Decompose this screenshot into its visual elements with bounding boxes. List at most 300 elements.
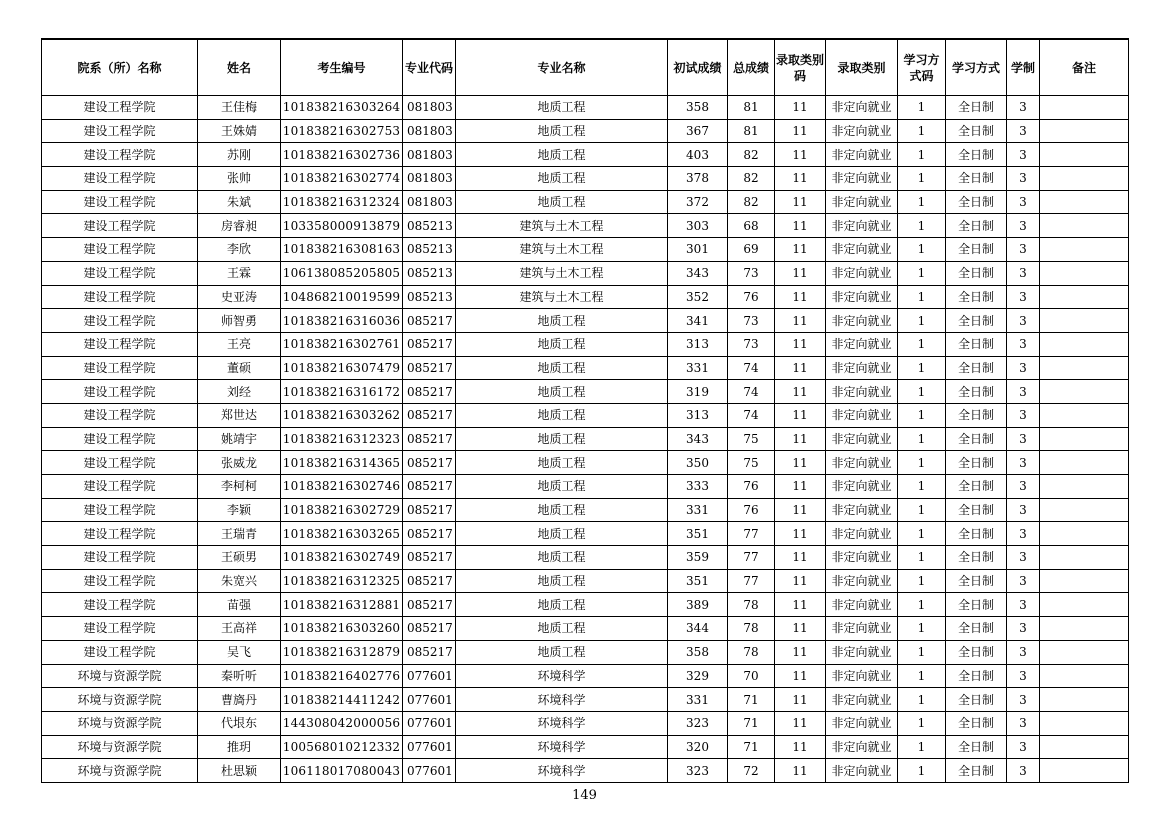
- prelim-score-cell: 351: [668, 569, 728, 593]
- table-row: [42, 403, 1129, 427]
- name-cell: 苗强: [198, 593, 281, 617]
- major-name-cell: 地质工程: [456, 569, 668, 593]
- remark-cell: [1040, 617, 1129, 641]
- table-row: [42, 522, 1129, 546]
- prelim-score-cell: 372: [668, 190, 728, 214]
- study-code-cell: 1: [898, 214, 946, 238]
- remark-cell: [1040, 735, 1129, 759]
- study-code-cell: 1: [898, 640, 946, 664]
- admission-code-cell: 11: [775, 119, 826, 143]
- years-cell: 3: [1007, 640, 1040, 664]
- remark-cell: [1040, 664, 1129, 688]
- study-code-cell: 1: [898, 546, 946, 570]
- college-cell: 建设工程学院: [42, 403, 198, 427]
- total-score-cell: 76: [728, 285, 775, 309]
- college-cell: 环境与资源学院: [42, 664, 198, 688]
- admission-type-cell: 非定向就业: [826, 711, 898, 735]
- prelim-score-cell: 350: [668, 451, 728, 475]
- study-code-cell: 1: [898, 569, 946, 593]
- major-code-cell: 085213: [403, 214, 456, 238]
- college-cell: 建设工程学院: [42, 451, 198, 475]
- admission-type-cell: 非定向就业: [826, 735, 898, 759]
- study-code-cell: 1: [898, 664, 946, 688]
- study-code-cell: 1: [898, 143, 946, 167]
- total-score-cell: 82: [728, 143, 775, 167]
- total-score-cell: 78: [728, 617, 775, 641]
- admission-code-cell: 11: [775, 546, 826, 570]
- name-cell: 刘经: [198, 380, 281, 404]
- study-code-cell: 1: [898, 119, 946, 143]
- total-score-cell: 73: [728, 309, 775, 333]
- admission-code-cell: 11: [775, 498, 826, 522]
- exam-id-cell: 101838216302749: [281, 546, 403, 570]
- header-admission-type: 录取类别: [826, 39, 898, 96]
- name-cell: 师智勇: [198, 309, 281, 333]
- admission-code-cell: 11: [775, 403, 826, 427]
- years-cell: 3: [1007, 664, 1040, 688]
- exam-id-cell: 101838216308163: [281, 238, 403, 262]
- years-cell: 3: [1007, 214, 1040, 238]
- major-code-cell: 085213: [403, 261, 456, 285]
- major-code-cell: 081803: [403, 119, 456, 143]
- exam-id-cell: 101838216303264: [281, 96, 403, 120]
- exam-id-cell: 101838216302736: [281, 143, 403, 167]
- study-mode-cell: 全日制: [946, 332, 1007, 356]
- study-mode-cell: 全日制: [946, 427, 1007, 451]
- total-score-cell: 77: [728, 569, 775, 593]
- study-code-cell: 1: [898, 167, 946, 191]
- college-cell: 建设工程学院: [42, 569, 198, 593]
- major-code-cell: 085217: [403, 332, 456, 356]
- major-code-cell: 085217: [403, 593, 456, 617]
- prelim-score-cell: 313: [668, 332, 728, 356]
- exam-id-cell: 101838216312323: [281, 427, 403, 451]
- remark-cell: [1040, 96, 1129, 120]
- exam-id-cell: 101838216312879: [281, 640, 403, 664]
- header-name: 姓名: [198, 39, 281, 96]
- table-row: [42, 96, 1129, 120]
- study-mode-cell: 全日制: [946, 475, 1007, 499]
- major-name-cell: 环境科学: [456, 759, 668, 783]
- prelim-score-cell: 301: [668, 238, 728, 262]
- college-cell: 建设工程学院: [42, 214, 198, 238]
- college-cell: 建设工程学院: [42, 593, 198, 617]
- header-study-code: 学习方式码: [898, 39, 946, 96]
- study-mode-cell: 全日制: [946, 617, 1007, 641]
- name-cell: 王佳梅: [198, 96, 281, 120]
- study-code-cell: 1: [898, 238, 946, 262]
- table-row: [42, 167, 1129, 191]
- remark-cell: [1040, 190, 1129, 214]
- prelim-score-cell: 352: [668, 285, 728, 309]
- prelim-score-cell: 389: [668, 593, 728, 617]
- major-code-cell: 077601: [403, 664, 456, 688]
- remark-cell: [1040, 238, 1129, 262]
- years-cell: 3: [1007, 451, 1040, 475]
- remark-cell: [1040, 285, 1129, 309]
- table-row: [42, 285, 1129, 309]
- years-cell: 3: [1007, 119, 1040, 143]
- study-mode-cell: 全日制: [946, 711, 1007, 735]
- major-code-cell: 085213: [403, 285, 456, 309]
- exam-id-cell: 101838216316036: [281, 309, 403, 333]
- table-row: [42, 309, 1129, 333]
- college-cell: 建设工程学院: [42, 475, 198, 499]
- remark-cell: [1040, 261, 1129, 285]
- prelim-score-cell: 344: [668, 617, 728, 641]
- total-score-cell: 74: [728, 356, 775, 380]
- major-name-cell: 建筑与土木工程: [456, 261, 668, 285]
- total-score-cell: 82: [728, 190, 775, 214]
- admission-code-cell: 11: [775, 309, 826, 333]
- admission-code-cell: 11: [775, 285, 826, 309]
- remark-cell: [1040, 498, 1129, 522]
- name-cell: 姚靖宇: [198, 427, 281, 451]
- table-row: [42, 640, 1129, 664]
- total-score-cell: 74: [728, 380, 775, 404]
- admission-code-cell: 11: [775, 143, 826, 167]
- admission-type-cell: 非定向就业: [826, 759, 898, 783]
- table-row: [42, 759, 1129, 783]
- total-score-cell: 77: [728, 522, 775, 546]
- study-code-cell: 1: [898, 332, 946, 356]
- major-name-cell: 环境科学: [456, 664, 668, 688]
- major-name-cell: 地质工程: [456, 119, 668, 143]
- years-cell: 3: [1007, 569, 1040, 593]
- exam-id-cell: 101838216302729: [281, 498, 403, 522]
- study-mode-cell: 全日制: [946, 546, 1007, 570]
- major-name-cell: 地质工程: [456, 167, 668, 191]
- admission-code-cell: 11: [775, 640, 826, 664]
- study-mode-cell: 全日制: [946, 356, 1007, 380]
- study-mode-cell: 全日制: [946, 640, 1007, 664]
- exam-id-cell: 101838216303260: [281, 617, 403, 641]
- major-code-cell: 085217: [403, 640, 456, 664]
- exam-id-cell: 144308042000056: [281, 711, 403, 735]
- study-code-cell: 1: [898, 498, 946, 522]
- study-mode-cell: 全日制: [946, 190, 1007, 214]
- table-row: [42, 238, 1129, 262]
- college-cell: 建设工程学院: [42, 261, 198, 285]
- prelim-score-cell: 341: [668, 309, 728, 333]
- study-code-cell: 1: [898, 190, 946, 214]
- major-code-cell: 085217: [403, 522, 456, 546]
- years-cell: 3: [1007, 309, 1040, 333]
- study-code-cell: 1: [898, 261, 946, 285]
- prelim-score-cell: 358: [668, 640, 728, 664]
- years-cell: 3: [1007, 380, 1040, 404]
- name-cell: 朱宽兴: [198, 569, 281, 593]
- name-cell: 苏刚: [198, 143, 281, 167]
- admission-type-cell: 非定向就业: [826, 190, 898, 214]
- college-cell: 建设工程学院: [42, 380, 198, 404]
- name-cell: 秦听听: [198, 664, 281, 688]
- major-code-cell: 085217: [403, 451, 456, 475]
- college-cell: 建设工程学院: [42, 332, 198, 356]
- admission-type-cell: 非定向就业: [826, 167, 898, 191]
- major-name-cell: 地质工程: [456, 332, 668, 356]
- years-cell: 3: [1007, 617, 1040, 641]
- name-cell: 房睿昶: [198, 214, 281, 238]
- study-mode-cell: 全日制: [946, 380, 1007, 404]
- years-cell: 3: [1007, 498, 1040, 522]
- prelim-score-cell: 367: [668, 119, 728, 143]
- admission-code-cell: 11: [775, 238, 826, 262]
- exam-id-cell: 101838216307479: [281, 356, 403, 380]
- major-code-cell: 081803: [403, 96, 456, 120]
- college-cell: 建设工程学院: [42, 427, 198, 451]
- total-score-cell: 75: [728, 451, 775, 475]
- table-row: [42, 356, 1129, 380]
- admission-type-cell: 非定向就业: [826, 214, 898, 238]
- exam-id-cell: 101838216312881: [281, 593, 403, 617]
- admission-code-cell: 11: [775, 522, 826, 546]
- major-name-cell: 环境科学: [456, 688, 668, 712]
- table-row: [42, 475, 1129, 499]
- prelim-score-cell: 303: [668, 214, 728, 238]
- remark-cell: [1040, 309, 1129, 333]
- admission-type-cell: 非定向就业: [826, 261, 898, 285]
- college-cell: 环境与资源学院: [42, 759, 198, 783]
- remark-cell: [1040, 143, 1129, 167]
- name-cell: 代垠东: [198, 711, 281, 735]
- admission-type-cell: 非定向就业: [826, 664, 898, 688]
- admission-type-cell: 非定向就业: [826, 475, 898, 499]
- remark-cell: [1040, 332, 1129, 356]
- major-code-cell: 085217: [403, 475, 456, 499]
- admission-code-cell: 11: [775, 214, 826, 238]
- major-code-cell: 081803: [403, 167, 456, 191]
- name-cell: 张帅: [198, 167, 281, 191]
- table-row: [42, 451, 1129, 475]
- major-name-cell: 建筑与土木工程: [456, 285, 668, 309]
- study-mode-cell: 全日制: [946, 119, 1007, 143]
- study-code-cell: 1: [898, 593, 946, 617]
- table-row: [42, 380, 1129, 404]
- total-score-cell: 73: [728, 261, 775, 285]
- remark-cell: [1040, 759, 1129, 783]
- header-remark: 备注: [1040, 39, 1129, 96]
- study-mode-cell: 全日制: [946, 498, 1007, 522]
- remark-cell: [1040, 427, 1129, 451]
- name-cell: 王霖: [198, 261, 281, 285]
- study-code-cell: 1: [898, 96, 946, 120]
- years-cell: 3: [1007, 167, 1040, 191]
- college-cell: 建设工程学院: [42, 119, 198, 143]
- college-cell: 建设工程学院: [42, 167, 198, 191]
- remark-cell: [1040, 356, 1129, 380]
- exam-id-cell: 106118017080043: [281, 759, 403, 783]
- study-code-cell: 1: [898, 522, 946, 546]
- study-mode-cell: 全日制: [946, 735, 1007, 759]
- major-name-cell: 建筑与土木工程: [456, 214, 668, 238]
- total-score-cell: 75: [728, 427, 775, 451]
- total-score-cell: 78: [728, 593, 775, 617]
- table-body: [42, 96, 1129, 783]
- college-cell: 建设工程学院: [42, 522, 198, 546]
- major-name-cell: 地质工程: [456, 475, 668, 499]
- major-code-cell: 081803: [403, 143, 456, 167]
- remark-cell: [1040, 119, 1129, 143]
- total-score-cell: 81: [728, 96, 775, 120]
- major-name-cell: 地质工程: [456, 143, 668, 167]
- admission-code-cell: 11: [775, 190, 826, 214]
- exam-id-cell: 101838216302761: [281, 332, 403, 356]
- study-mode-cell: 全日制: [946, 522, 1007, 546]
- exam-id-cell: 101838214411242: [281, 688, 403, 712]
- study-mode-cell: 全日制: [946, 214, 1007, 238]
- college-cell: 建设工程学院: [42, 190, 198, 214]
- college-cell: 环境与资源学院: [42, 688, 198, 712]
- study-code-cell: 1: [898, 475, 946, 499]
- admission-type-cell: 非定向就业: [826, 569, 898, 593]
- admission-table: [41, 38, 1129, 783]
- study-mode-cell: 全日制: [946, 688, 1007, 712]
- name-cell: 王高祥: [198, 617, 281, 641]
- admission-code-cell: 11: [775, 356, 826, 380]
- years-cell: 3: [1007, 427, 1040, 451]
- major-code-cell: 077601: [403, 735, 456, 759]
- header-years: 学制: [1007, 39, 1040, 96]
- admission-code-cell: 11: [775, 451, 826, 475]
- admission-code-cell: 11: [775, 569, 826, 593]
- study-code-cell: 1: [898, 711, 946, 735]
- study-mode-cell: 全日制: [946, 309, 1007, 333]
- total-score-cell: 68: [728, 214, 775, 238]
- major-code-cell: 077601: [403, 759, 456, 783]
- name-cell: 李柯柯: [198, 475, 281, 499]
- major-code-cell: 085213: [403, 238, 456, 262]
- total-score-cell: 71: [728, 688, 775, 712]
- header-study-mode: 学习方式: [946, 39, 1007, 96]
- college-cell: 建设工程学院: [42, 238, 198, 262]
- study-code-cell: 1: [898, 688, 946, 712]
- name-cell: 推玥: [198, 735, 281, 759]
- prelim-score-cell: 329: [668, 664, 728, 688]
- major-name-cell: 地质工程: [456, 451, 668, 475]
- total-score-cell: 70: [728, 664, 775, 688]
- name-cell: 吴飞: [198, 640, 281, 664]
- total-score-cell: 76: [728, 498, 775, 522]
- major-name-cell: 环境科学: [456, 711, 668, 735]
- study-mode-cell: 全日制: [946, 451, 1007, 475]
- admission-type-cell: 非定向就业: [826, 119, 898, 143]
- table-row: [42, 190, 1129, 214]
- study-mode-cell: 全日制: [946, 261, 1007, 285]
- prelim-score-cell: 331: [668, 688, 728, 712]
- major-name-cell: 地质工程: [456, 640, 668, 664]
- prelim-score-cell: 403: [668, 143, 728, 167]
- prelim-score-cell: 323: [668, 759, 728, 783]
- major-code-cell: 085217: [403, 309, 456, 333]
- header-total-score: 总成绩: [728, 39, 775, 96]
- major-code-cell: 077601: [403, 711, 456, 735]
- remark-cell: [1040, 380, 1129, 404]
- total-score-cell: 76: [728, 475, 775, 499]
- admission-type-cell: 非定向就业: [826, 143, 898, 167]
- remark-cell: [1040, 569, 1129, 593]
- header-row: [42, 39, 1129, 96]
- exam-id-cell: 104868210019599: [281, 285, 403, 309]
- name-cell: 王瑞青: [198, 522, 281, 546]
- remark-cell: [1040, 403, 1129, 427]
- major-code-cell: 085217: [403, 498, 456, 522]
- major-code-cell: 077601: [403, 688, 456, 712]
- name-cell: 杜思颖: [198, 759, 281, 783]
- admission-type-cell: 非定向就业: [826, 427, 898, 451]
- name-cell: 王亮: [198, 332, 281, 356]
- years-cell: 3: [1007, 688, 1040, 712]
- admission-type-cell: 非定向就业: [826, 546, 898, 570]
- major-name-cell: 地质工程: [456, 190, 668, 214]
- study-mode-cell: 全日制: [946, 143, 1007, 167]
- study-code-cell: 1: [898, 451, 946, 475]
- major-name-cell: 地质工程: [456, 427, 668, 451]
- study-code-cell: 1: [898, 427, 946, 451]
- admission-code-cell: 11: [775, 664, 826, 688]
- prelim-score-cell: 359: [668, 546, 728, 570]
- years-cell: 3: [1007, 593, 1040, 617]
- major-code-cell: 085217: [403, 546, 456, 570]
- admission-code-cell: 11: [775, 475, 826, 499]
- prelim-score-cell: 319: [668, 380, 728, 404]
- study-code-cell: 1: [898, 285, 946, 309]
- page-number: 149: [572, 788, 597, 803]
- years-cell: 3: [1007, 735, 1040, 759]
- remark-cell: [1040, 593, 1129, 617]
- exam-id-cell: 101838216402776: [281, 664, 403, 688]
- table-row: [42, 617, 1129, 641]
- remark-cell: [1040, 711, 1129, 735]
- college-cell: 建设工程学院: [42, 546, 198, 570]
- total-score-cell: 81: [728, 119, 775, 143]
- name-cell: 郑世达: [198, 403, 281, 427]
- prelim-score-cell: 343: [668, 427, 728, 451]
- study-mode-cell: 全日制: [946, 167, 1007, 191]
- admission-code-cell: 11: [775, 711, 826, 735]
- admission-code-cell: 11: [775, 261, 826, 285]
- admission-code-cell: 11: [775, 617, 826, 641]
- name-cell: 李颖: [198, 498, 281, 522]
- admission-code-cell: 11: [775, 427, 826, 451]
- college-cell: 建设工程学院: [42, 498, 198, 522]
- prelim-score-cell: 351: [668, 522, 728, 546]
- admission-type-cell: 非定向就业: [826, 309, 898, 333]
- major-code-cell: 085217: [403, 617, 456, 641]
- admission-type-cell: 非定向就业: [826, 688, 898, 712]
- years-cell: 3: [1007, 403, 1040, 427]
- study-mode-cell: 全日制: [946, 96, 1007, 120]
- name-cell: 张威龙: [198, 451, 281, 475]
- college-cell: 建设工程学院: [42, 96, 198, 120]
- header-major-code: 专业代码: [403, 39, 456, 96]
- admission-type-cell: 非定向就业: [826, 356, 898, 380]
- exam-id-cell: 106138085205805: [281, 261, 403, 285]
- name-cell: 史亚涛: [198, 285, 281, 309]
- study-code-cell: 1: [898, 356, 946, 380]
- header-exam-id: 考生编号: [281, 39, 403, 96]
- remark-cell: [1040, 451, 1129, 475]
- remark-cell: [1040, 475, 1129, 499]
- remark-cell: [1040, 167, 1129, 191]
- name-cell: 李欣: [198, 238, 281, 262]
- table-row: [42, 498, 1129, 522]
- exam-id-cell: 101838216303265: [281, 522, 403, 546]
- years-cell: 3: [1007, 546, 1040, 570]
- study-code-cell: 1: [898, 309, 946, 333]
- name-cell: 王姝婧: [198, 119, 281, 143]
- admission-type-cell: 非定向就业: [826, 498, 898, 522]
